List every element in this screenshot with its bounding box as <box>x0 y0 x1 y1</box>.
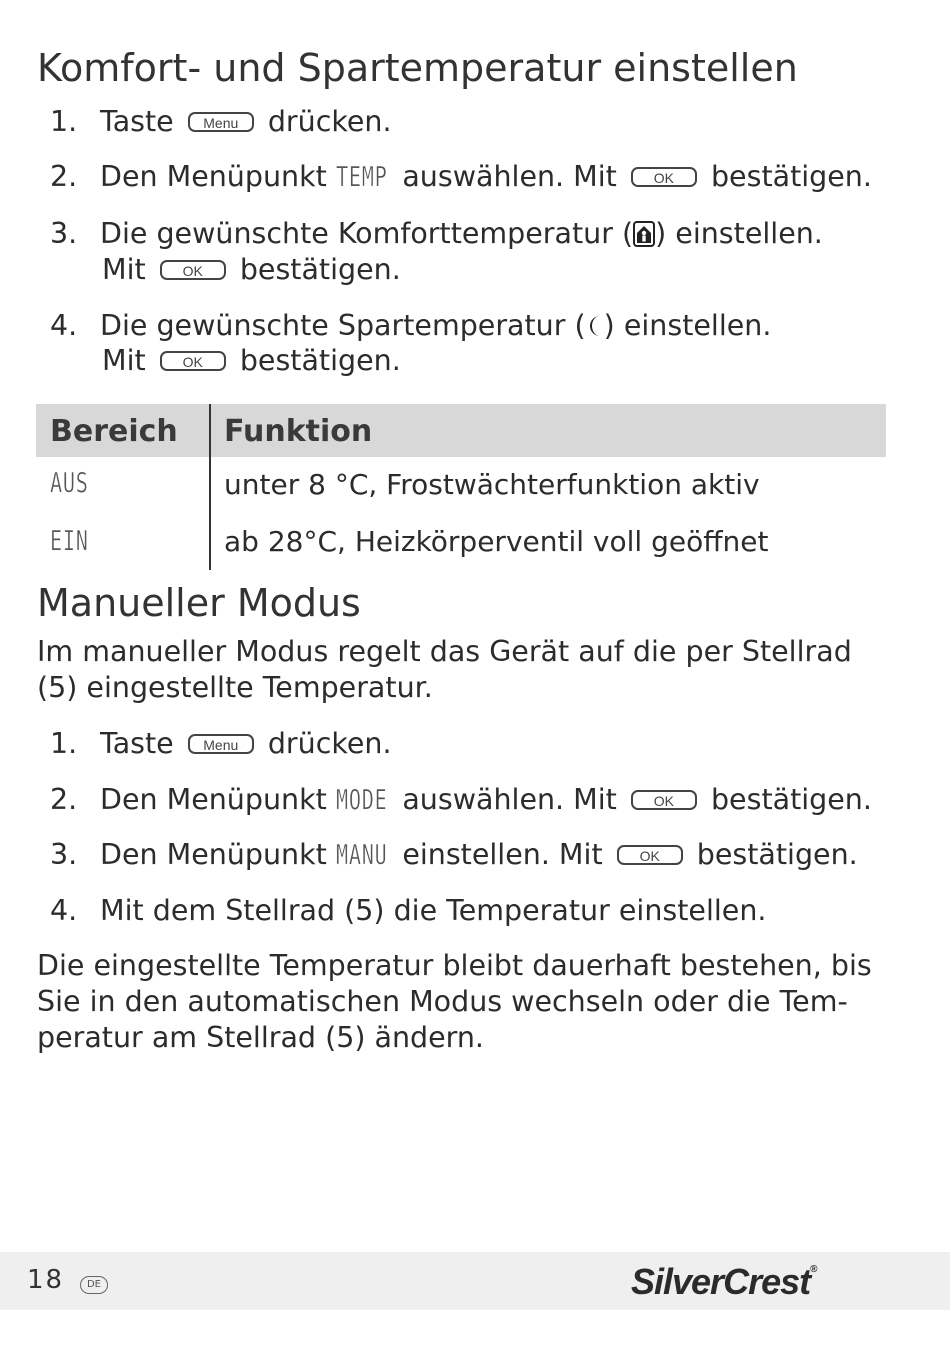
brand-logo: SilverCrest® <box>631 1261 817 1302</box>
table-header-bereich: Bereich <box>50 414 178 449</box>
ok-key-icon: OK <box>617 845 683 865</box>
menu-key-icon: Menu <box>188 112 254 132</box>
lcd-manu-text: MANU <box>335 838 388 871</box>
page-number: 18 <box>27 1265 65 1295</box>
manual-step-2: 2. Den Menüpunkt MODE auswählen. Mit OK bestätigen. <box>50 783 872 816</box>
step-2: 2. Den Menüpunkt TEMP auswählen. Mit OK bestätigen. <box>50 160 872 193</box>
language-badge: DE <box>80 1276 108 1294</box>
table-divider <box>209 404 211 570</box>
step-3-continuation: Mit OK bestätigen. <box>102 253 401 286</box>
table-row-ein-bereich: EIN <box>50 524 89 557</box>
step-3: 3. Die gewünschte Komforttemperatur ( ) einstellen. <box>50 217 823 250</box>
table-header <box>36 404 886 457</box>
menu-key-icon: Menu <box>188 734 254 754</box>
eco-moon-icon <box>586 312 604 338</box>
ok-key-icon: OK <box>160 260 226 280</box>
ok-key-icon: OK <box>160 351 226 371</box>
ok-key-icon: OK <box>631 167 697 187</box>
lcd-mode-text: MODE <box>335 783 388 816</box>
table-row-aus-bereich: AUS <box>50 466 89 499</box>
step-4: 4. Die gewünschte Spartemperatur ( ) einstellen. <box>50 309 772 342</box>
step-4-continuation: Mit OK bestätigen. <box>102 344 401 377</box>
lcd-temp-text: TEMP <box>335 160 388 193</box>
table-row-ein-funktion: ab 28°C, Heizkörperventil voll geöffnet <box>224 525 769 558</box>
manual-step-4: 4. Mit dem Stellrad (5) die Temperatur einstellen. <box>50 894 767 927</box>
section-title-manuell: Manueller Modus <box>37 581 361 625</box>
ok-key-icon: OK <box>631 790 697 810</box>
table-row-aus-funktion: unter 8 °C, Frostwächterfunktion aktiv <box>224 468 760 501</box>
manual-step-1: 1. Taste Menu drücken. <box>50 727 392 760</box>
table-header-funktion: Funktion <box>224 414 373 449</box>
manual-step-3: 3. Den Menüpunkt MANU einstellen. Mit OK bestätigen. <box>50 838 858 871</box>
comfort-house-icon <box>633 220 655 246</box>
intro-paragraph: Im manueller Modus regelt das Gerät auf die per Stellrad (5) eingestellte Temperatur. <box>37 635 852 704</box>
section-title-komfort: Komfort- und Spartemperatur einstellen <box>37 46 798 90</box>
page-footer <box>0 1252 950 1310</box>
closing-paragraph: Die eingestellte Temperatur bleibt dauerhaft bestehen, bis Sie in den automatischen Modus wechseln oder die Tem- peratur am Stellrad (5) ändern. <box>37 949 872 1054</box>
step-1: 1. Taste Menu drücken. <box>50 105 392 138</box>
